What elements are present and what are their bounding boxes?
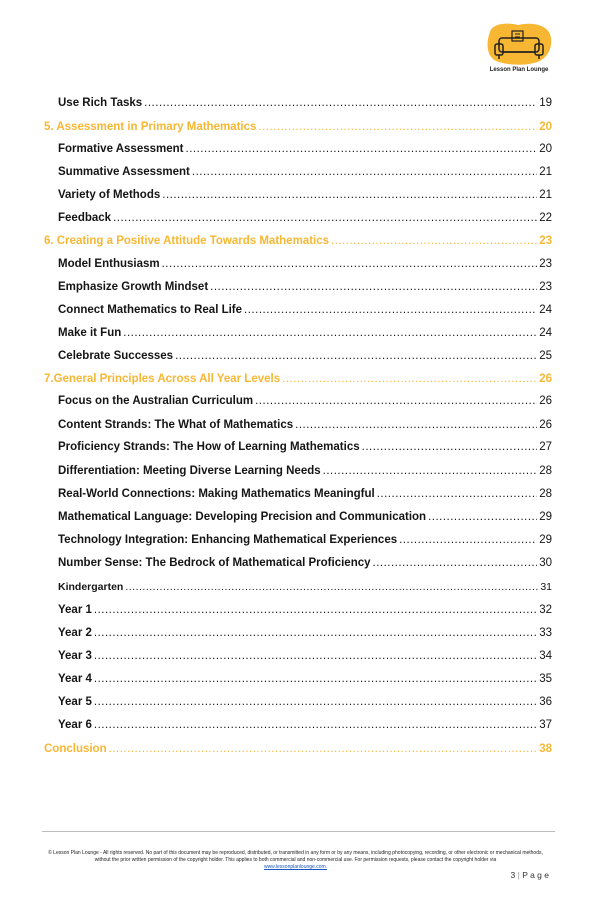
toc-dot-leader [94,649,537,663]
toc-entry-title: Year 3 [58,650,92,662]
toc-entry-title: Technology Integration: Enhancing Mathematical Experiences [58,534,398,546]
toc-entry-title: Celebrate Successes [58,350,174,362]
toc-dot-leader [94,603,537,617]
toc-subsection-entry[interactable] [58,440,552,454]
toc-subsection-entry[interactable] [58,211,552,225]
toc-subsection-entry[interactable] [58,672,552,686]
toc-dot-leader [331,234,537,248]
toc-subsection-entry[interactable] [58,718,552,732]
toc-subsection-entry[interactable] [58,326,552,340]
toc-entry-page-number: 37 [539,719,552,731]
toc-subsection-entry[interactable] [58,165,552,179]
toc-entry-title: Number Sense: The Bedrock of Mathematical Proficiency [58,557,371,569]
toc-entry-page-number: 34 [539,650,552,662]
toc-entry-title: Year 2 [58,627,92,639]
toc-subsection-entry[interactable] [58,303,552,317]
toc-subsection-entry[interactable] [58,394,552,408]
logo-wordmark: Lesson Plan Lounge [489,67,549,73]
website-link[interactable]: www.lessonplanlounge.com. [263,864,328,870]
toc-entry-page-number: 26 [539,395,552,407]
toc-section-entry[interactable] [44,372,552,386]
footer-divider [42,831,555,832]
toc-subsection-entry[interactable] [58,142,552,156]
toc-subsection-entry[interactable] [58,418,552,432]
toc-dot-leader [362,440,538,454]
toc-entry-page-number: 23 [539,235,552,247]
toc-entry-page-number: 28 [539,488,552,500]
toc-dot-leader [162,188,537,202]
toc-entry-page-number: 23 [539,258,552,270]
toc-entry-title: Mathematical Language: Developing Precision and Communication [58,511,427,523]
toc-entry-title: Connect Mathematics to Real Life [58,304,243,316]
toc-dot-leader [94,695,537,709]
toc-dot-leader [94,672,537,686]
toc-subsection-entry[interactable] [58,96,552,110]
toc-entry-title: Formative Assessment [58,143,184,155]
toc-entry-page-number: 22 [539,212,552,224]
toc-entry-title: Use Rich Tasks [58,97,143,109]
toc-entry-page-number: 23 [539,281,552,293]
toc-entry-title: Make it Fun [58,327,122,339]
page-number-value: 3 [510,870,516,880]
toc-entry-title: Year 4 [58,673,92,685]
toc-entry-page-number: 32 [539,604,552,616]
toc-dot-leader [123,326,537,340]
toc-entry-title: Feedback [58,212,112,224]
toc-entry-page-number: 36 [539,696,552,708]
toc-entry-page-number: 29 [539,534,552,546]
toc-entry-title: Proficiency Strands: The How of Learning Mathematics [58,441,360,453]
toc-entry-title: Emphasize Growth Mindset [58,281,209,293]
toc-dot-leader [186,142,538,156]
toc-dot-leader [113,211,537,225]
toc-entry-page-number: 28 [539,465,552,477]
page-number [511,870,550,880]
toc-subsection-entry[interactable] [58,556,552,570]
toc-dot-leader [258,120,537,134]
toc-subsection-entry[interactable] [58,533,552,547]
toc-entry-page-number: 35 [539,673,552,685]
toc-entry-page-number: 30 [539,557,552,569]
toc-entry-page-number: 31 [540,581,552,593]
toc-entry-page-number: 20 [539,143,552,155]
toc-entry-title: Real-World Connections: Making Mathematics Meaningful [58,488,375,500]
toc-entry-page-number: 29 [539,511,552,523]
toc-subsection-entry[interactable] [58,487,552,501]
toc-dot-leader [377,487,537,501]
toc-entry-page-number: 21 [539,189,552,201]
toc-dot-leader [399,533,537,547]
toc-entry-title: Year 5 [58,696,92,708]
toc-entry-title: Year 1 [58,604,92,616]
toc-dot-leader [175,349,537,363]
toc-dot-leader [192,165,537,179]
toc-dot-leader [282,372,537,386]
toc-section-entry[interactable] [44,742,552,756]
toc-dot-leader [109,742,538,756]
lesson-plan-lounge-logo [484,22,554,76]
toc-entry-title: Kindergarten [58,581,124,593]
toc-subsection-entry[interactable] [58,695,552,709]
toc-dot-leader [428,510,537,524]
toc-entry-page-number: 19 [539,97,552,109]
toc-dot-leader [94,718,537,732]
toc-entry-page-number: 26 [539,419,552,431]
toc-entry-title: Year 6 [58,719,92,731]
toc-subsection-entry[interactable] [58,257,552,271]
page-number-separator: | [517,870,520,880]
toc-section-entry[interactable] [44,234,552,248]
toc-entry-title: 5. Assessment in Primary Mathematics [44,121,257,133]
copyright-text: © Lesson Plan Lounge - All rights reserved. No part of this document may be reproduced, distributed, or transmitted in any form or by any means, including photocopying, recording, or other electronic or mechanical methods, without the prior written permission of the copyright holder. This applies to both commercial and non-commercial use. For permission requests, please contact the copyright holder via [48,850,543,863]
toc-dot-leader [295,418,537,432]
toc-entry-page-number: 26 [539,373,552,385]
toc-subsection-entry[interactable] [58,603,552,617]
toc-entry-title: Model Enthusiasm [58,258,160,270]
toc-subsection-entry[interactable] [58,349,552,363]
toc-dot-leader [255,394,537,408]
toc-entry-page-number: 24 [539,327,552,339]
toc-entry-title: Summative Assessment [58,166,190,178]
toc-entry-title: Variety of Methods [58,189,161,201]
toc-entry-title: 6. Creating a Positive Attitude Towards Mathematics [44,235,330,247]
toc-entry-page-number: 20 [539,121,552,133]
toc-dot-leader [144,96,537,110]
toc-dot-leader [162,257,538,271]
toc-subsection-entry[interactable] [58,580,552,594]
toc-subsection-entry[interactable] [58,188,552,202]
page-label: P a g e [522,870,549,880]
toc-subsection-entry[interactable] [58,649,552,663]
toc-entry-title: Focus on the Australian Curriculum [58,395,254,407]
toc-section-entry[interactable] [44,120,552,134]
toc-subsection-entry[interactable] [58,464,552,478]
toc-entry-page-number: 27 [539,441,552,453]
toc-subsection-entry[interactable] [58,510,552,524]
toc-entry-title: Content Strands: The What of Mathematics [58,419,294,431]
toc-dot-leader [373,556,538,570]
toc-dot-leader [210,280,537,294]
toc-dot-leader [94,626,537,640]
toc-subsection-entry[interactable] [58,626,552,640]
toc-entry-page-number: 21 [539,166,552,178]
toc-entry-title: Conclusion [44,743,107,755]
toc-entry-title: 7.General Principles Across All Year Levels [44,373,281,385]
toc-dot-leader [244,303,537,317]
toc-dot-leader [323,464,538,478]
toc-entry-page-number: 33 [539,627,552,639]
toc-subsection-entry[interactable] [58,280,552,294]
sofa-logo-icon [484,22,554,68]
toc-entry-title: Differentiation: Meeting Diverse Learning Needs [58,465,321,477]
toc-entry-page-number: 24 [539,304,552,316]
copyright-notice [44,850,547,871]
toc-entry-page-number: 25 [539,350,552,362]
toc-dot-leader [125,580,538,594]
toc-entry-page-number: 38 [539,743,552,755]
